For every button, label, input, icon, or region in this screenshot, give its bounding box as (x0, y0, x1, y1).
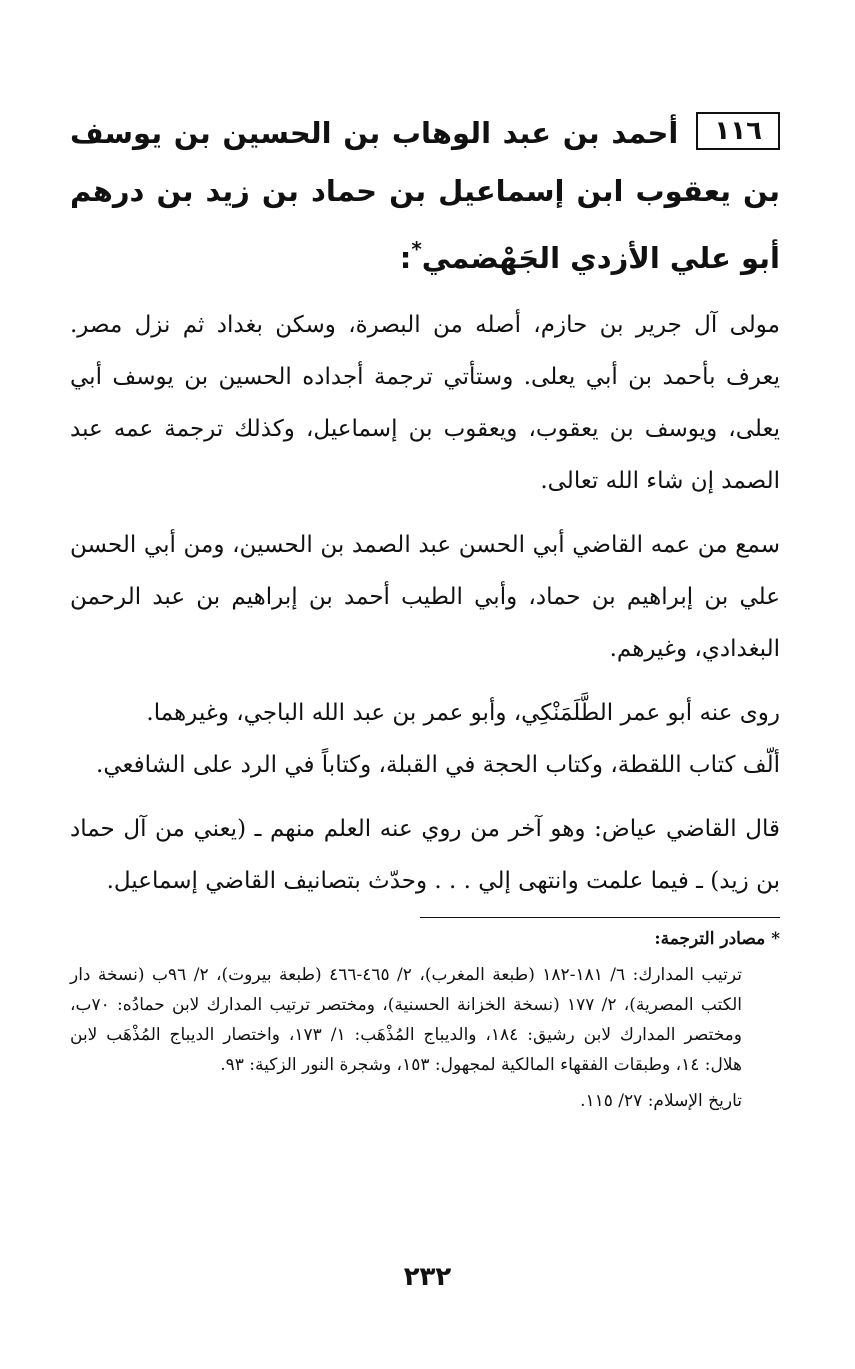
works-paragraph: ألّف كتاب اللقطة، وكتاب الحجة في القبلة، وكتاباً في الرد على الشافعي. (96, 752, 780, 778)
biography-paragraph: مولى آل جرير بن حازم، أصله من البصرة، وسكن بغداد ثم نزل مصر. يعرف بأحمد بن أبي يعلى. وستأتي ترجمة أجداده الحسين بن يوسف أبي يعلى، ويوسف بن يعقوب، ويعقوب بن إسماعيل، وكذلك ترجمة عمه عبد الصمد إن شاء الله تعالى. (70, 312, 780, 494)
students-paragraph: روى عنه أبو عمر الطَّلَمَنْكِي، وأبو عمر بن عبد الله الباجي، وغيرهما. (146, 700, 780, 726)
teachers-paragraph: سمع من عمه القاضي أبي الحسن عبد الصمد بن الحسين، ومن أبي الحسن علي بن إبراهيم بن حماد، وأبي الطيب أحمد بن إبراهيم بن عبد الرحمن البغدادي، وغيرهم. (70, 532, 780, 662)
entry-heading (70, 104, 780, 287)
footnote-source-extra: تاريخ الإسلام: ٢٧/ ١١٥. (580, 1091, 742, 1111)
entry-number-box: ١١٦ (696, 112, 780, 150)
footnote-marker: * (411, 237, 422, 261)
footnote-divider (420, 917, 780, 918)
footnote-sources: ترتيب المدارك: ٦/ ١٨١-١٨٢ (طبعة المغرب)، ٢/ ٤٦٥-٤٦٦ (طبعة بيروت)، ٢/ ٩٦ب (نسخة دار الكتب المصرية)، ٢/ ١٧٧ (نسخة الخزانة الحسنية)، ومختصر ترتيب المدارك لابن حمادُه: ٧٠ب، ومختصر المدارك لابن رشيق: ١٨٤، والديباج المُذْهَب: ١/ ١٧٣، واختصار الديباج المُذْهَب لابن هلال: ١٤، وطبقات الفقهاء المالكية لمجهول: ١٥٣، وشجرة النور الزكية: ٩٣. (70, 965, 743, 1075)
entry-heading-colon: : (399, 241, 412, 275)
footnote-heading: * مصادر الترجمة: (654, 929, 780, 949)
page-number: ٢٣٢ (403, 1262, 452, 1292)
quote-paragraph: قال القاضي عياض: وهو آخر من روي عنه العلم منهم ـ (يعني من آل حماد بن زيد) ـ فيما علمت وانتهى إلي . . . وحدّث بتصانيف القاضي إسماعيل. (70, 816, 780, 894)
entry-heading-text: أحمد بن عبد الوهاب بن الحسين بن يوسف بن يعقوب ابن إسماعيل بن حماد بن زيد بن درهم أبو علي الأزدي الجَهْضمي (70, 116, 780, 275)
book-page (70, 104, 780, 1116)
